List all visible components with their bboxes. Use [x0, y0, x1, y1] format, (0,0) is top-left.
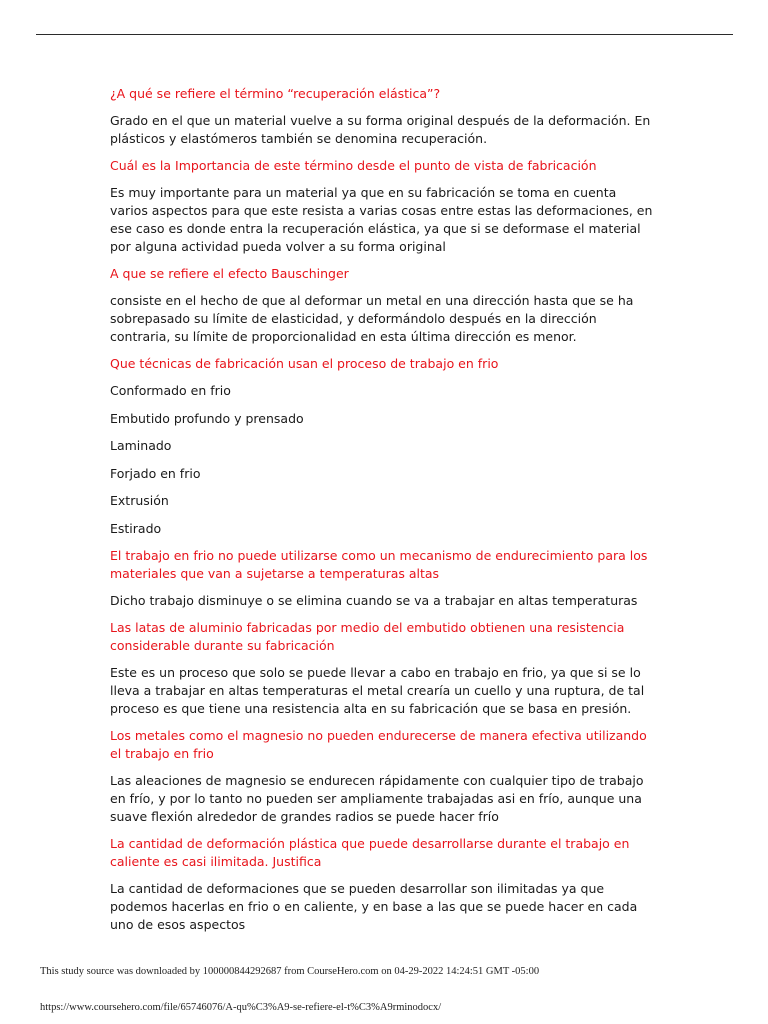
- list-item: Laminado: [110, 438, 172, 453]
- document-body: [110, 85, 658, 943]
- list-item: Estirado: [110, 520, 162, 536]
- answer-paragraph: Grado en el que un material vuelve a su forma original después de la deformación. En plásticos y elastómeros también se denomina recuperación.: [110, 113, 651, 146]
- top-rule: [36, 34, 733, 35]
- source-url-link[interactable]: https://www.coursehero.com/file/65746076/A-qu%C3%A9-se-refiere-el-t%C3%A9rminodocx/: [40, 1002, 442, 1013]
- answer-paragraph: consiste en el hecho de que al deformar un metal en una dirección hasta que se ha sobrepasado su límite de elasticidad, y deformándolo después en la dirección contraria, su límite de proporcionalidad en esta última dirección es menor.: [110, 293, 634, 344]
- question-heading: ¿A qué se refiere el término “recuperación elástica”?: [110, 86, 441, 101]
- question-heading: Que técnicas de fabricación usan el proceso de trabajo en frio: [110, 356, 499, 371]
- question-heading: Las latas de aluminio fabricadas por medio del embutido obtienen una resistencia considerable durante su fabricación: [110, 620, 625, 653]
- answer-paragraph: Es muy importante para un material ya que en su fabricación se toma en cuenta varios aspectos para que este resista a varias cosas entre estas las deformaciones, en ese caso es donde entra la recuperación elástica, ya que si se deformase el material por alguna actividad pueda volver a su forma original: [110, 185, 653, 254]
- question-heading: Cuál es la Importancia de este término desde el punto de vista de fabricación: [110, 158, 597, 173]
- answer-paragraph: Dicho trabajo disminuye o se elimina cuando se va a trabajar en altas temperaturas: [110, 593, 638, 608]
- question-heading: El trabajo en frio no puede utilizarse como un mecanismo de endurecimiento para los materiales que van a sujetarse a temperaturas altas: [110, 548, 648, 581]
- question-heading: Los metales como el magnesio no pueden endurecerse de manera efectiva utilizando el trabajo en frio: [110, 728, 647, 761]
- answer-paragraph: Las aleaciones de magnesio se endurecen rápidamente con cualquier tipo de trabajo en frío, y por lo tanto no pueden ser ampliamente trabajadas asi en frío, aunque una suave flexión alrededor de grandes radios se puede hacer frío: [110, 773, 644, 824]
- answer-paragraph: Este es un proceso que solo se puede llevar a cabo en trabajo en frio, ya que si se lo lleva a trabajar en altas temperaturas el metal crearía un cuello y una ruptura, de tal proceso es que tiene una resistencia alta en su fabricación que se basa en presión.: [110, 665, 645, 716]
- answer-paragraph: La cantidad de deformaciones que se pueden desarrollar son ilimitadas ya que podemos hacerlas en frio o en caliente, y en base a las que se puede hacer en cada uno de esos aspectos: [110, 881, 638, 932]
- question-heading: A que se refiere el efecto Bauschinger: [110, 266, 349, 281]
- question-heading: La cantidad de deformación plástica que puede desarrollarse durante el trabajo en caliente es casi ilimitada. Justifica: [110, 836, 630, 869]
- download-notice: This study source was downloaded by 100000844292687 from CourseHero.com on 04-29-2022 14:24:51 GMT -05:00: [40, 966, 540, 977]
- list-item: Conformado en frio: [110, 383, 231, 398]
- list-item: Extrusión: [110, 493, 169, 508]
- list-item: Forjado en frio: [110, 465, 201, 481]
- list-item: Embutido profundo y prensado: [110, 410, 304, 426]
